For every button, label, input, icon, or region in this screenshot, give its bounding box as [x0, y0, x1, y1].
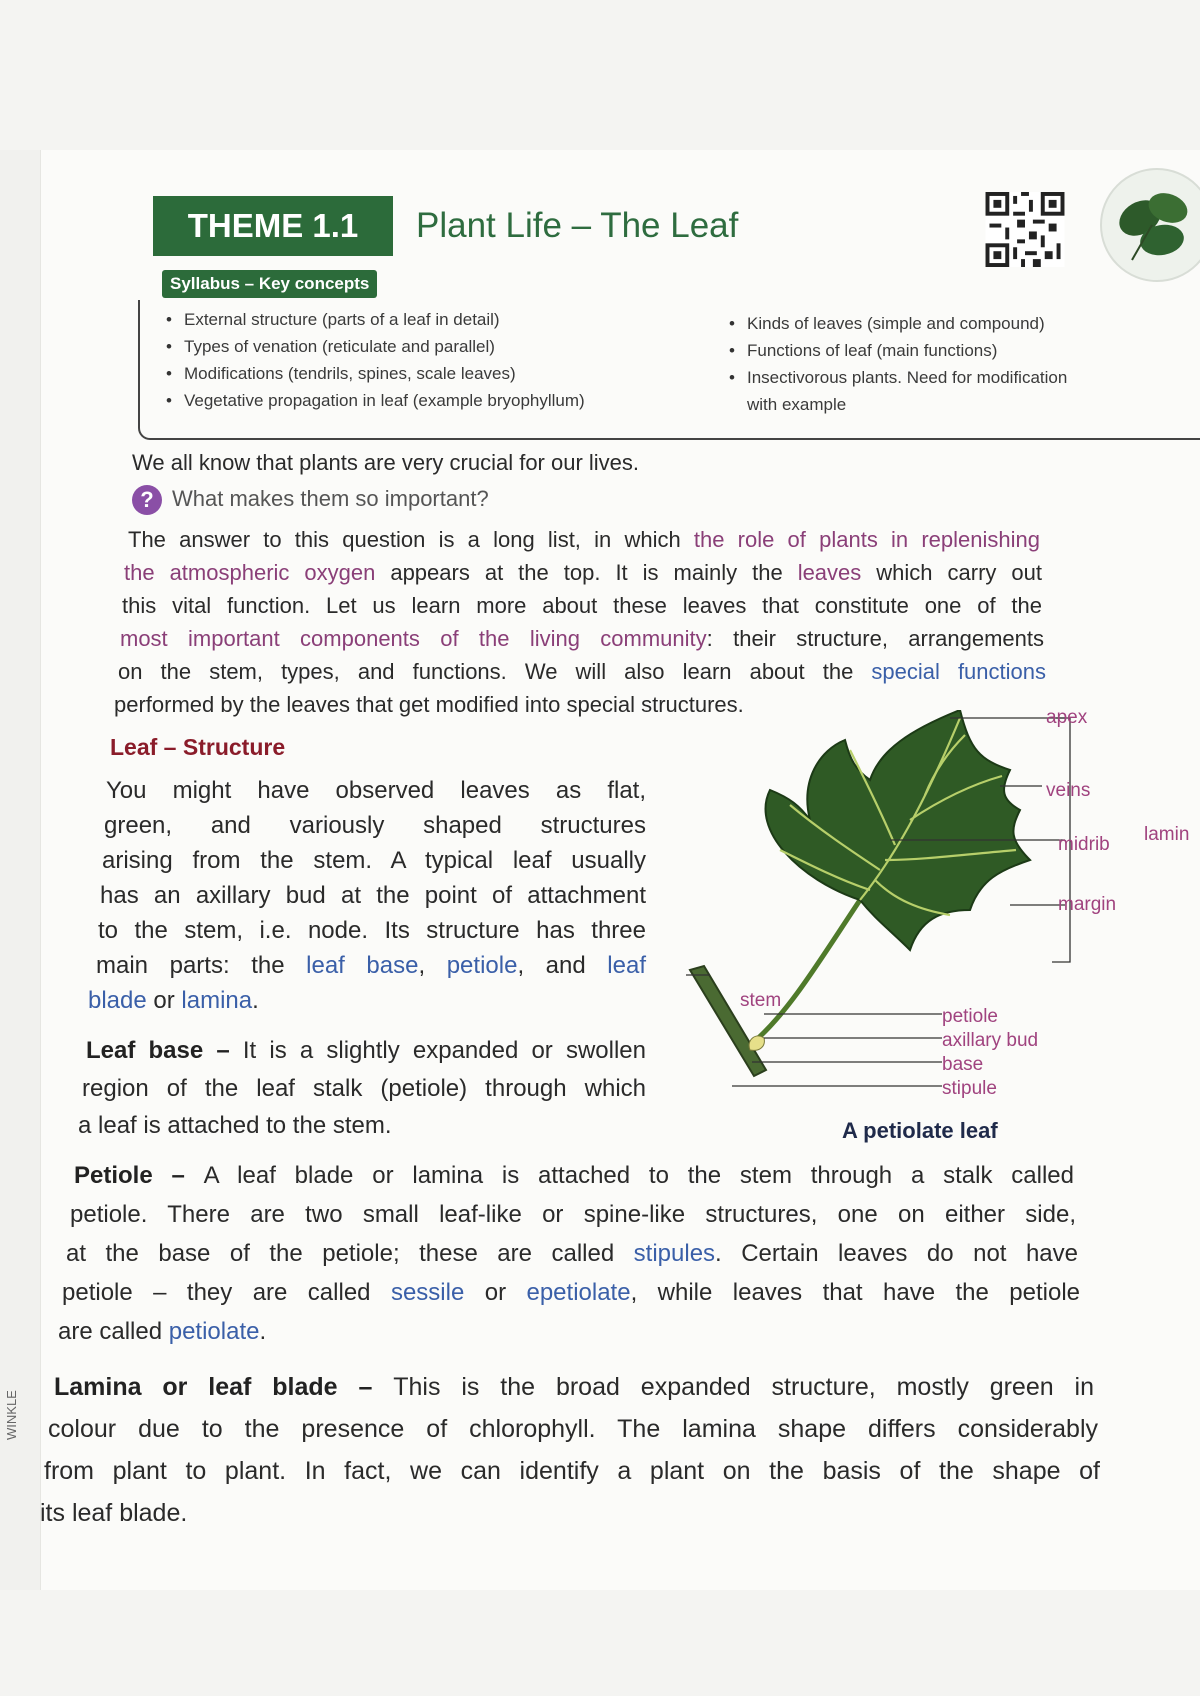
structure-line: You might have observed leaves as flat,	[106, 777, 646, 804]
section-heading: Leaf – Structure	[110, 734, 286, 760]
lamina-line: Lamina or leaf blade – This is the broad expanded structure, mostly green in	[54, 1373, 1094, 1401]
label-midrib: midrib	[1058, 834, 1110, 855]
syllabus-item: • Modifications (tendrils, spines, scale leaves)	[162, 360, 585, 387]
label-petiole: petiole	[942, 1006, 998, 1027]
question-text: What makes them so important?	[172, 486, 489, 511]
lamina-line: from plant to plant. In fact, we can identify a plant on the basis of the shape of	[44, 1457, 1100, 1485]
term-petiole: Petiole –	[74, 1162, 204, 1189]
lamina-line: colour due to the presence of chlorophyll. The lamina shape differs considerably	[48, 1415, 1098, 1443]
highlighted-term: the atmospheric oxygen	[124, 560, 376, 585]
term-link: sessile	[390, 1279, 465, 1306]
leaf-base-line: a leaf is attached to the stem.	[78, 1112, 392, 1139]
syllabus-item: • Functions of leaf (main functions)	[725, 337, 1067, 364]
term-link: leaf	[607, 952, 646, 979]
label-base: base	[942, 1054, 984, 1075]
leaf-diagram	[680, 710, 1200, 1120]
syllabus-item: • Vegetative propagation in leaf (example bryophyllum)	[162, 387, 585, 414]
term-link: epetiolate	[526, 1279, 631, 1306]
term-leaf-base: Leaf base –	[86, 1037, 243, 1064]
side-watermark: WINKLE	[4, 1390, 19, 1440]
petiole-line: Petiole – A leaf blade or lamina is attached to the stem through a stalk called	[74, 1162, 1074, 1189]
question-icon: ?	[132, 485, 162, 515]
structure-line: arising from the stem. A typical leaf usually	[102, 847, 646, 874]
lamina-line: its leaf blade.	[40, 1499, 188, 1527]
term-link: lamina	[181, 987, 253, 1014]
syllabus-item: • Types of venation (reticulate and parallel)	[162, 333, 585, 360]
page-margin	[0, 150, 41, 1590]
diagram-caption: A petiolate leaf	[842, 1118, 998, 1143]
intro-para-line: performed by the leaves that get modified into special structures.	[114, 692, 744, 717]
structure-line: blade or lamina.	[88, 987, 259, 1014]
intro-line: We all know that plants are very crucial for our lives.	[132, 450, 640, 475]
label-axillary-bud: axillary bud	[942, 1030, 1039, 1051]
intro-para-line: The answer to this question is a long list, in which the role of plants in replenishing	[128, 527, 1040, 552]
label-stem: stem	[740, 990, 782, 1011]
term-link: leaf base	[306, 952, 419, 979]
highlighted-term: the role of plants in replenishing	[693, 527, 1040, 552]
qr-code-icon[interactable]	[985, 192, 1065, 267]
term-link: blade	[88, 987, 147, 1014]
term-link: petiolate	[168, 1318, 260, 1345]
intro-para-line: the atmospheric oxygen appears at the top. It is mainly the leaves which carry out	[124, 560, 1042, 585]
structure-line: has an axillary bud at the point of attachment	[100, 882, 646, 909]
syllabus-badge: Syllabus – Key concepts	[162, 270, 377, 298]
theme-badge: THEME 1.1	[153, 196, 393, 256]
term-link: stipules	[633, 1240, 716, 1267]
structure-line: green, and variously shaped structures	[104, 812, 646, 839]
intro-para-line: most important components of the living community: their structure, arrangements	[120, 626, 1044, 651]
intro-para-line: on the stem, types, and functions. We will also learn about the special functions	[118, 659, 1047, 684]
petiole-line: petiole – they are called sessile or epetiolate, while leaves that have the petiole	[62, 1279, 1080, 1306]
label-stipule: stipule	[942, 1078, 997, 1099]
petiole-line: are called petiolate.	[58, 1318, 267, 1345]
structure-line: to the stem, i.e. node. Its structure has three	[98, 917, 646, 944]
term-lamina: Lamina or leaf blade –	[54, 1373, 394, 1401]
syllabus-item: • Insectivorous plants. Need for modification	[725, 364, 1067, 391]
question-line	[132, 482, 489, 515]
highlighted-term: leaves	[797, 560, 862, 585]
highlighted-term: most important components of the living community	[120, 626, 707, 651]
label-lamina: lamin	[1144, 824, 1190, 845]
syllabus-item-continuation: with example	[747, 395, 847, 414]
syllabus-item: • Kinds of leaves (simple and compound)	[725, 310, 1067, 337]
label-apex: apex	[1046, 710, 1088, 728]
syllabus-list-right	[725, 310, 1067, 418]
highlighted-term: special functions	[871, 659, 1047, 684]
term-link: petiole	[446, 952, 518, 979]
petiole-line: petiole. There are two small leaf-like or spine-like structures, one on either side,	[70, 1201, 1076, 1228]
syllabus-list-left	[162, 306, 585, 414]
petiole-line: at the base of the petiole; these are called stipules. Certain leaves do not have	[66, 1240, 1078, 1267]
leaf-base-line: Leaf base – It is a slightly expanded or swollen	[86, 1037, 646, 1064]
label-veins: veins	[1046, 780, 1091, 801]
structure-line: main parts: the leaf base, petiole, and leaf	[96, 952, 646, 979]
intro-para-line: this vital function. Let us learn more about these leaves that constitute one of the	[122, 593, 1042, 618]
leaf-base-line: region of the leaf stalk (petiole) through which	[82, 1075, 646, 1102]
syllabus-item: • External structure (parts of a leaf in detail)	[162, 306, 585, 333]
label-margin: margin	[1058, 894, 1117, 915]
page-title: Plant Life – The Leaf	[416, 206, 739, 245]
